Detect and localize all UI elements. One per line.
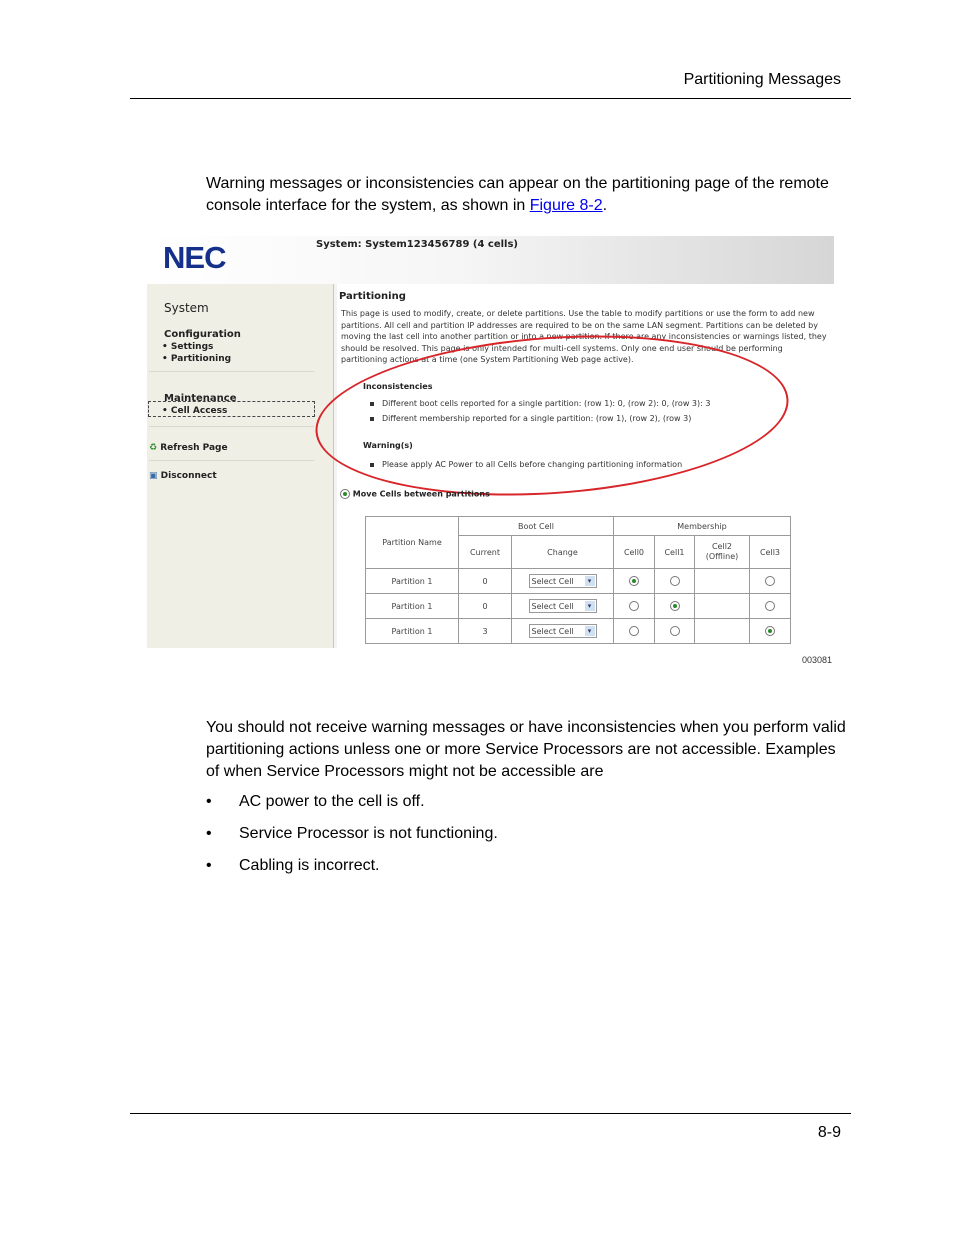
cell0-radio[interactable] <box>629 626 639 636</box>
body-paragraph: You should not receive warning messages or have inconsistencies when you perform valid partitioning actions unless one or more Service Processors are not accessible. Examples of when Service Processors might not be accessible are <box>206 719 846 780</box>
col-header: Partition Name <box>366 517 459 569</box>
sidebar <box>147 284 334 648</box>
boot-current: 0 <box>459 594 512 619</box>
inconsistencies-heading: Inconsistencies <box>363 382 433 391</box>
partitioning-heading: Partitioning <box>339 291 406 302</box>
system-title: System: System123456789 (4 cells) <box>316 239 518 250</box>
move-cells-option[interactable]: Move Cells between partitions <box>340 489 490 499</box>
sidebar-divider <box>149 371 314 372</box>
page-number: 8-9 <box>817 1124 841 1141</box>
sidebar-divider <box>149 426 314 427</box>
sidebar-item-disconnect[interactable]: ▣ Disconnect <box>149 471 217 481</box>
boot-current: 0 <box>459 569 512 594</box>
select-cell-dropdown[interactable]: Select Cell ▾ <box>529 574 597 588</box>
col-header: Cell0 <box>614 536 655 569</box>
col-header: Boot Cell <box>459 517 614 536</box>
disconnect-icon: ▣ <box>149 471 158 481</box>
move-cells-radio[interactable] <box>340 489 350 499</box>
nec-logo: NEC <box>163 240 226 275</box>
sidebar-item-partitioning[interactable]: • Partitioning <box>162 354 232 364</box>
table-row <box>366 569 791 594</box>
cell1-radio[interactable] <box>670 576 680 586</box>
cell3-radio[interactable] <box>765 576 775 586</box>
col-header: Cell3 <box>750 536 791 569</box>
partition-table <box>365 516 791 644</box>
main-panel <box>337 284 834 648</box>
cell1-radio[interactable] <box>670 601 680 611</box>
cell3-radio[interactable] <box>765 601 775 611</box>
header-rule <box>130 98 851 99</box>
footer-rule <box>130 1113 851 1114</box>
chevron-down-icon: ▾ <box>585 601 595 611</box>
cell3-radio[interactable] <box>765 626 775 636</box>
boot-current: 3 <box>459 619 512 644</box>
sidebar-divider <box>149 460 314 461</box>
col-header: Cell2 (Offline) <box>695 536 750 569</box>
figure-link[interactable]: Figure 8-2 <box>529 197 603 214</box>
sidebar-item-refresh[interactable]: ♻ Refresh Page <box>149 443 228 453</box>
table-row <box>366 619 791 644</box>
partition-name: Partition 1 <box>366 569 459 594</box>
inconsistency-item: Different boot cells reported for a single partition: (row 1): 0, (row 2): 0, (row 3): 3 <box>370 399 710 408</box>
cell0-radio[interactable] <box>629 601 639 611</box>
warning-item: Please apply AC Power to all Cells before changing partitioning information <box>370 460 682 469</box>
table-row <box>366 594 791 619</box>
figure-header <box>147 236 834 284</box>
refresh-icon: ♻ <box>149 443 158 453</box>
chevron-down-icon: ▾ <box>585 576 595 586</box>
col-header: Membership <box>614 517 791 536</box>
warnings-heading: Warning(s) <box>363 441 413 450</box>
sidebar-maintenance: Maintenance <box>164 393 237 404</box>
partition-name: Partition 1 <box>366 594 459 619</box>
sidebar-system: System <box>164 301 209 315</box>
cell1-radio[interactable] <box>670 626 680 636</box>
sidebar-item-settings[interactable]: • Settings <box>162 342 214 352</box>
sidebar-item-cell-access[interactable]: • Cell Access <box>162 406 228 416</box>
partitioning-intro: This page is used to modify, create, or delete partitions. Use the table to modify partitions or use the form to add new partitions. All cell and partition IP addresses are required to be on the same LAN segment. Partitions can be deleted by moving the last cell into another partition or into a new partition. If there are any inconsistencies or warnings listed, they should be resolved. This page is only intended for multi-cell systems. Only one end user should be performing partitioning actions at a time (one System Partitioning Web page active). <box>341 309 827 365</box>
col-header: Cell1 <box>655 536 695 569</box>
select-cell-dropdown[interactable]: Select Cell ▾ <box>529 599 597 613</box>
sidebar-configuration: Configuration <box>164 329 241 340</box>
intro-paragraph: Warning messages or inconsistencies can appear on the partitioning page of the remote console interface for the system, as shown in Figure 8-2. <box>206 175 829 214</box>
partition-name: Partition 1 <box>366 619 459 644</box>
select-cell-dropdown[interactable]: Select Cell ▾ <box>529 624 597 638</box>
figure-screenshot <box>147 236 834 648</box>
figure-id: 003081 <box>802 655 833 665</box>
chevron-down-icon: ▾ <box>585 626 595 636</box>
running-header: Partitioning Messages <box>683 71 841 88</box>
cell0-radio[interactable] <box>629 576 639 586</box>
col-header: Current <box>459 536 512 569</box>
inconsistency-item: Different membership reported for a single partition: (row 1), (row 2), (row 3) <box>370 414 691 423</box>
col-header: Change <box>512 536 614 569</box>
